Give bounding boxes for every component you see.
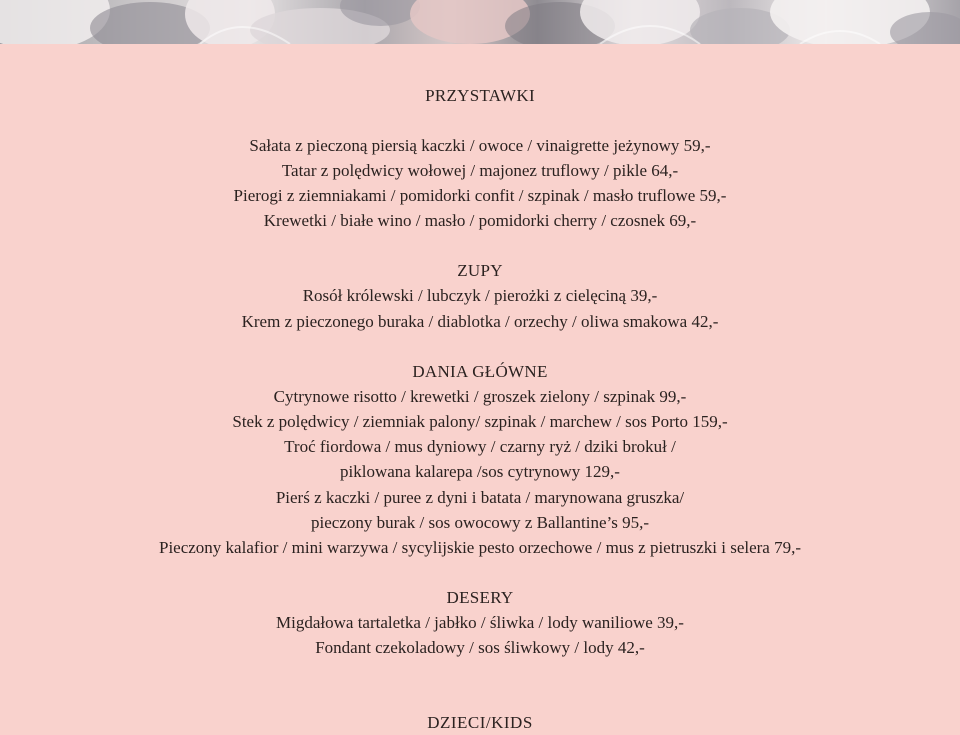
menu-item: Stek z polędwicy / ziemniak palony/ szpinak / marchew / sos Porto 159,-	[232, 412, 728, 431]
section-heading-zupy: ZUPY	[457, 261, 503, 280]
roses-photo	[0, 0, 960, 44]
menu-item: Pierś z kaczki / puree z dyni i batata / marynowana gruszka/	[275, 488, 685, 507]
menu-item: Pieczony kalafior / mini warzywa / sycylijskie pesto orzechowe / mus z pietruszki i selera 79,-	[158, 538, 802, 557]
menu-item: Krewetki / białe wino / masło / pomidorki cherry / czosnek 69,-	[263, 211, 697, 230]
menu-item: Fondant czekoladowy / sos śliwkowy / lody 42,-	[315, 638, 645, 657]
section-heading-przystawki: PRZYSTAWKI	[425, 86, 535, 105]
menu-item: Sałata z pieczoną piersią kaczki / owoce / vinaigrette jeżynowy 59,-	[249, 136, 711, 155]
menu-item: Cytrynowe risotto / krewetki / groszek zielony / szpinak 99,-	[273, 387, 687, 406]
menu-item: Krem z pieczonego buraka / diablotka / orzechy / oliwa smakowa 42,-	[241, 312, 719, 331]
menu-item: pieczony burak / sos owocowy z Ballantine’s 95,-	[310, 513, 650, 532]
section-heading-desery: DESERY	[446, 588, 514, 607]
menu-item: Rosół królewski / lubczyk / pierożki z cielęciną 39,-	[302, 286, 658, 305]
menu-item: Pierogi z ziemniakami / pomidorki confit / szpinak / masło truflowe 59,-	[233, 186, 727, 205]
menu-item: Tatar z polędwicy wołowej / majonez truflowy / pikle 64,-	[281, 161, 679, 180]
menu-item: Migdałowa tartaletka / jabłko / śliwka / lody waniliowe 39,-	[276, 613, 684, 632]
section-heading-dzieci-kids: DZIECI/KIDS	[427, 713, 533, 732]
menu-item: Troć fiordowa / mus dyniowy / czarny ryż / dziki brokuł /	[284, 437, 676, 456]
section-heading-dania-glowne: DANIA GŁÓWNE	[412, 362, 548, 381]
menu-item: piklowana kalarepa /sos cytrynowy 129,-	[340, 462, 620, 481]
floral-banner-image	[0, 0, 960, 44]
